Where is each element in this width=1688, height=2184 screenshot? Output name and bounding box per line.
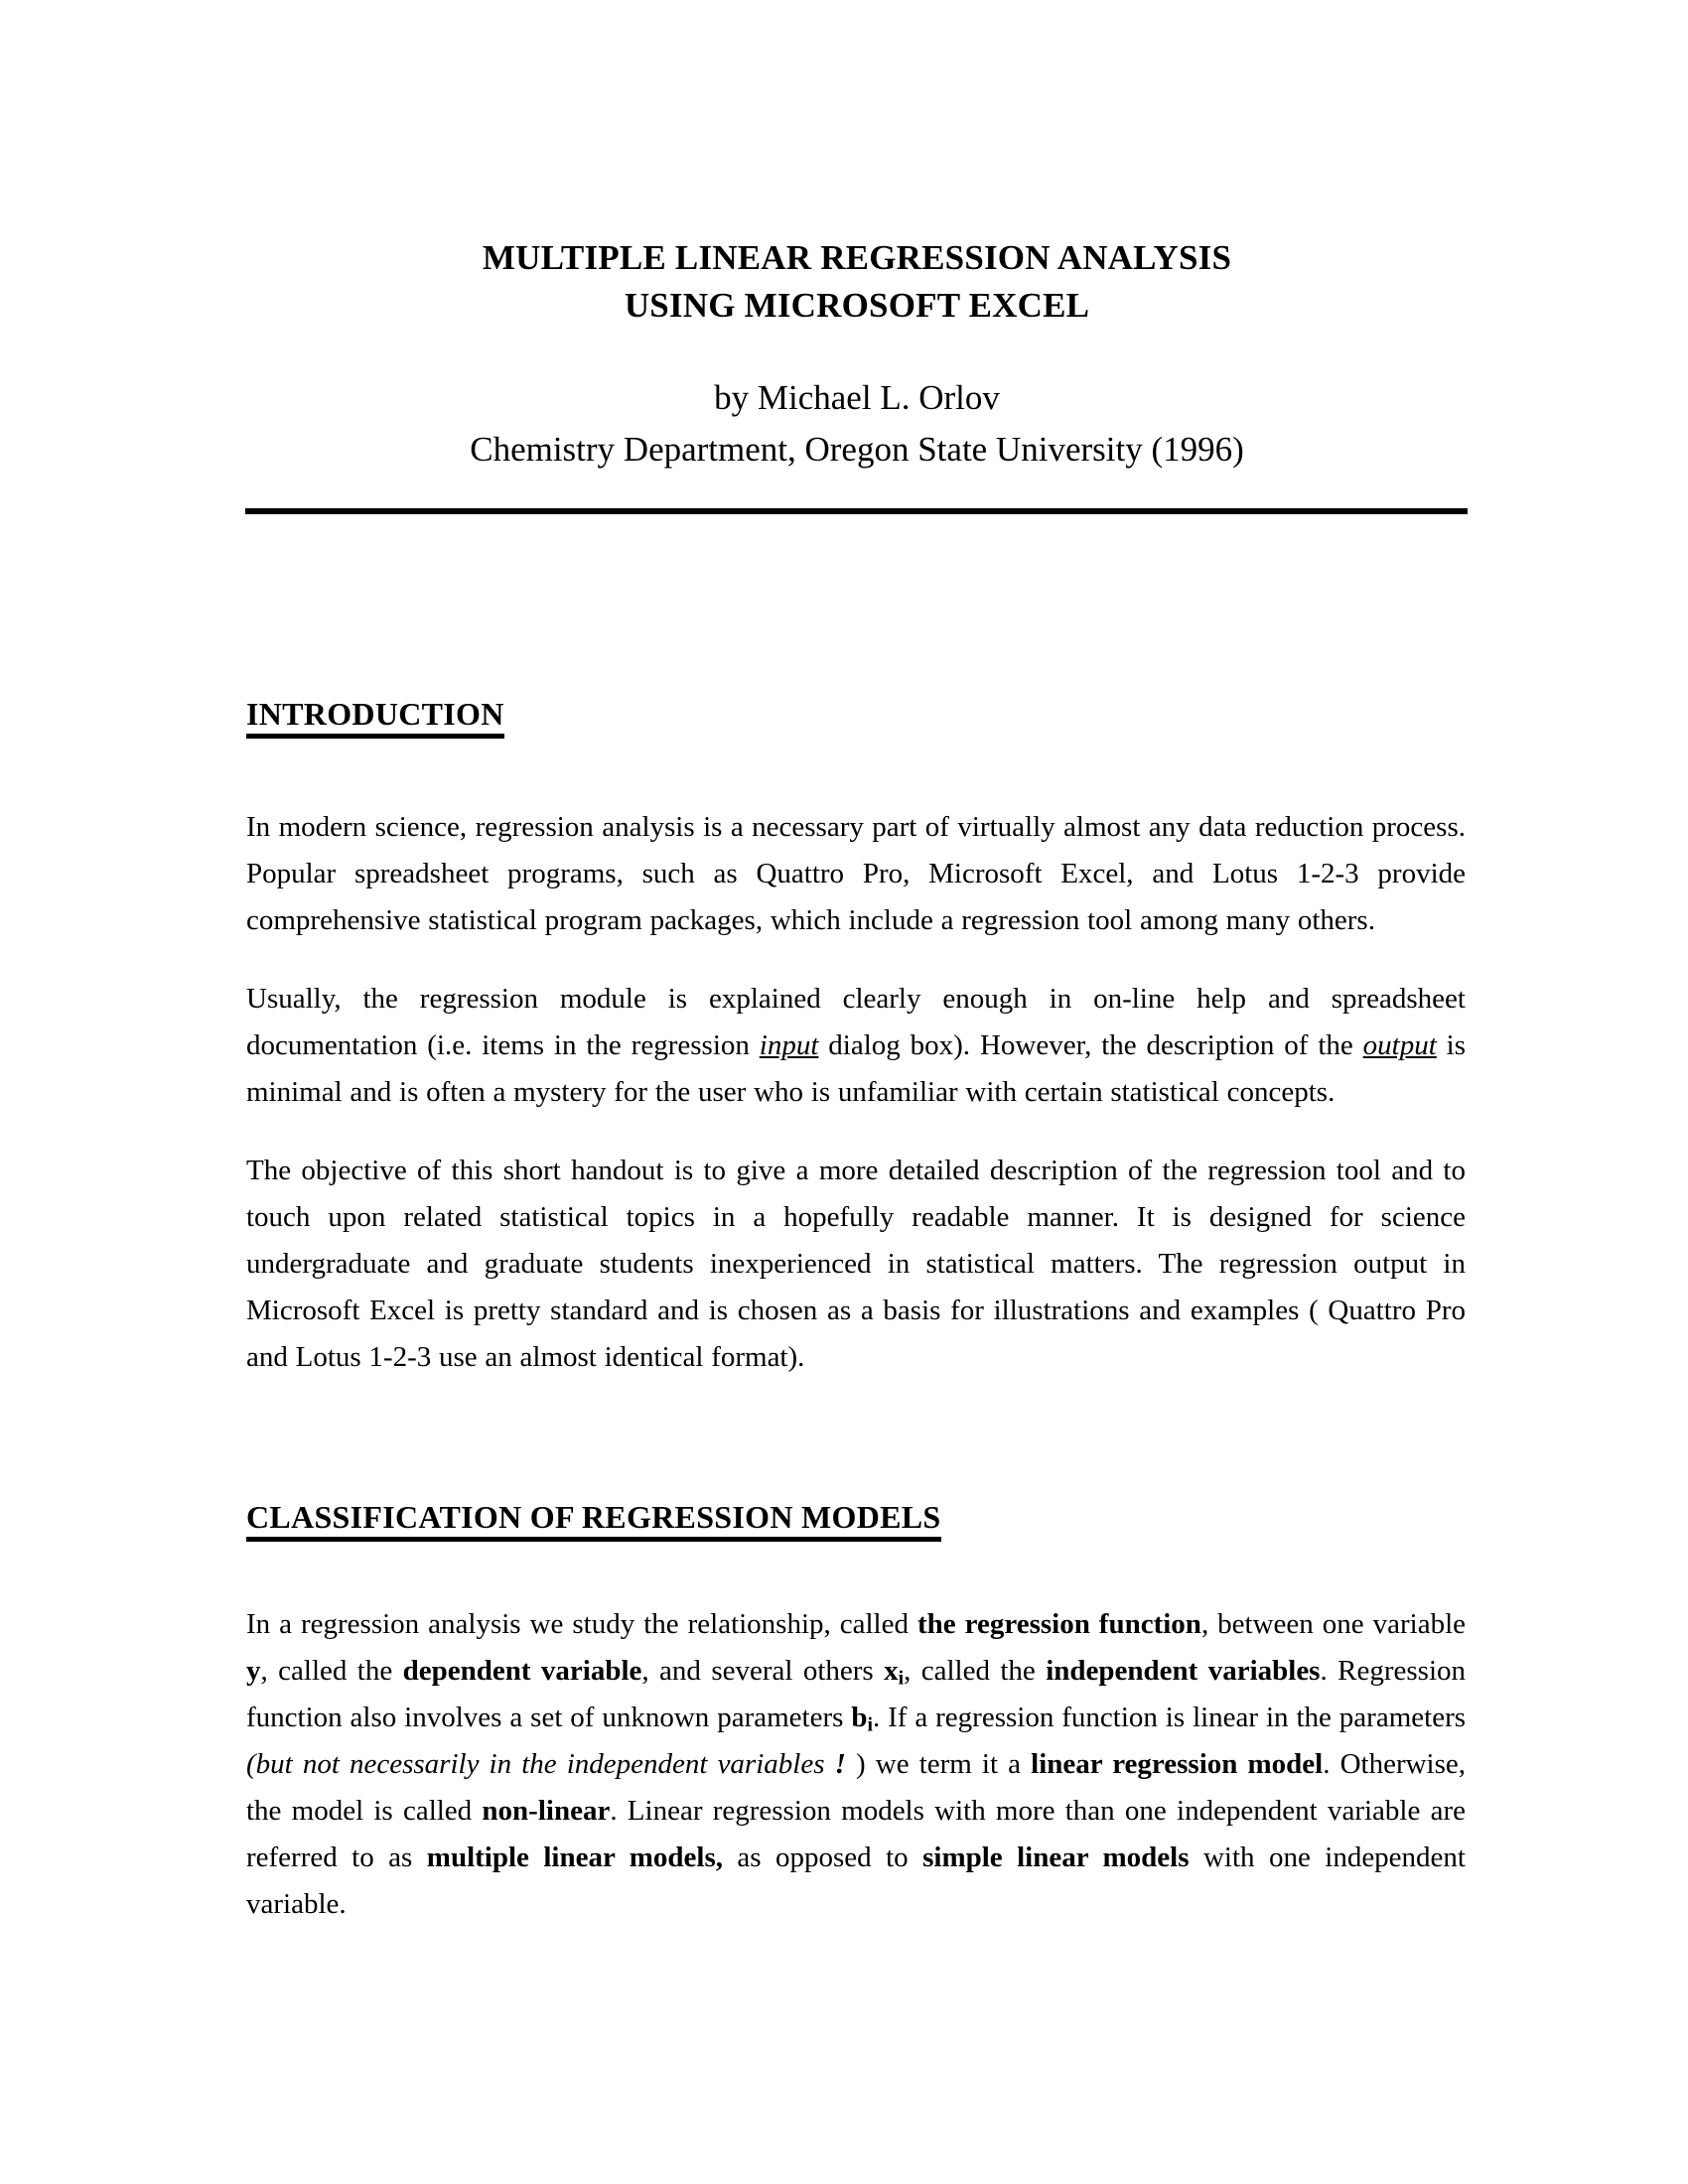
spacer-after-intro-heading [246, 739, 1466, 804]
spacer-after-classification-heading [246, 1542, 1466, 1601]
document-title-line-2: USING MICROSOFT EXCEL [624, 286, 1090, 325]
paragraph-intro-2: Usually, the regression module is explained clearly enough in on-line help and spreadsheet documentation (i.e. items in the regression input dialog box). However, the description of the output is minimal and is often a mystery for the user who is unfamiliar with certain statistical concepts. [246, 983, 1466, 1108]
section-introduction-heading-wrap [246, 695, 1466, 739]
document-body [246, 695, 1466, 1928]
document-title-line-1: MULTIPLE LINEAR REGRESSION ANALYSIS [482, 238, 1232, 277]
author-affiliation: Chemistry Department, Oregon State University (1996) [470, 430, 1244, 469]
paragraph-intro-1: In modern science, regression analysis is a necessary part of virtually almost any data reduction process. Popular spreadsheet programs, such as Quattro Pro, Microsoft Excel, and Lotus 1-2-3 provide comprehensive statistical program packages, which include a regression tool among many others. [246, 811, 1466, 936]
author-name: by Michael L. Orlov [714, 378, 1000, 417]
paragraph-intro-3: The objective of this short handout is to give a more detailed description of the regression tool and to touch upon related statistical topics in a hopefully readable manner. It is designed for science undergraduate and graduate students inexperienced in statistical matters. The regression output in Microsoft Excel is pretty standard and is chosen as a basis for illustrations and examples ( Quattro Pro and Lotus 1-2-3 use an almost identical format). [246, 1155, 1466, 1373]
section-heading-classification: CLASSIFICATION OF REGRESSION MODELS [246, 1498, 941, 1542]
section-heading-introduction: INTRODUCTION [246, 695, 504, 739]
document-author-block [246, 372, 1468, 476]
document-title-block [246, 234, 1468, 330]
paragraph-classification-1: In a regression analysis we study the relationship, called the regression function, between one variable y, called the dependent variable, and several others $x_i$, called the independent variables. Regression function also involves a set of unknown parameters $b_i$. If a regression function is linear in the parameters (but not necessarily in the independent variables ! ) we term it a linear regression model. Otherwise, the model is called non-linear. Linear regression models with more than one independent variable are referred to as multiple linear models, as opposed to simple linear models with one independent variable. [246, 1608, 1467, 1920]
header-divider-rule [245, 508, 1468, 514]
section-classification-heading-wrap [246, 1498, 1466, 1542]
spacer-before-classification-section [246, 1413, 1466, 1498]
